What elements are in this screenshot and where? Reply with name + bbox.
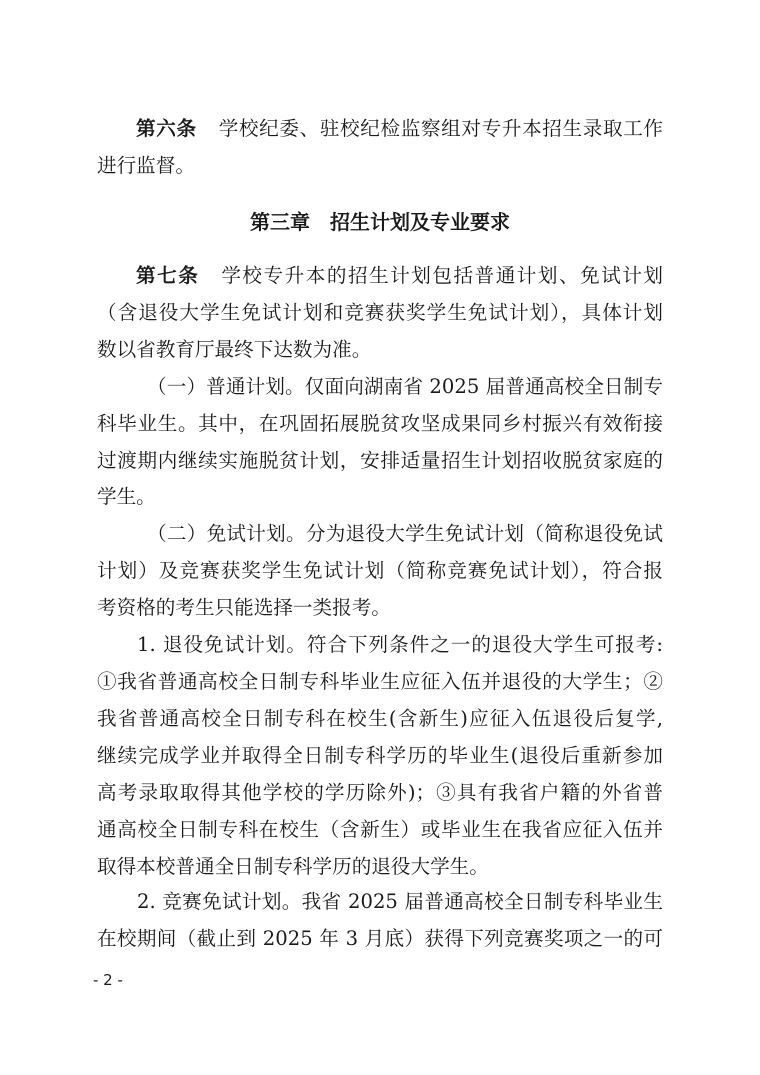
veteran-plan-line4: 继续完成学业并取得全日制专科学历的毕业生(退役后重新参加 xyxy=(97,744,663,767)
veteran-plan-line1: 1. 退役免试计划。符合下列条件之一的退役大学生可报考: xyxy=(137,633,663,656)
article7-text: 学校专升本的招生计划包括普通计划、免试计划 xyxy=(221,264,663,287)
veteran-plan-line5: 高考录取取得其他学校的学历除外)；③具有我省户籍的外省普 xyxy=(97,781,663,804)
general-plan-line1: （一）普通计划。仅面向湖南省 2025 届普通高校全日制专 xyxy=(147,375,663,398)
veteran-plan-line3: 我省普通高校全日制专科在校生(含新生)应征入伍退役后复学, xyxy=(97,707,663,730)
general-plan-line3: 过渡期内继续实施脱贫计划，安排适量招生计划招收脱贫家庭的 xyxy=(97,449,663,472)
article7-line1 xyxy=(136,259,663,293)
general-plan-line2: 科毕业生。其中，在巩固拓展脱贫攻坚成果同乡村振兴有效衔接 xyxy=(97,412,663,435)
article6-text: 学校纪委、驻校纪检监察组对专升本招生录取工作 xyxy=(218,117,663,140)
page-number: - 2 - xyxy=(93,971,123,989)
chapter-heading: 第三章 招生计划及专业要求 xyxy=(250,210,510,234)
article7-label: 第七条 xyxy=(136,264,200,287)
article6-line1 xyxy=(136,112,663,146)
article7-line3: 数以省教育厅最终下达数为准。 xyxy=(97,338,372,361)
article6-line2: 进行监督。 xyxy=(97,154,195,177)
veteran-plan-line7: 取得本校普通全日制专科学历的退役大学生。 xyxy=(97,855,489,878)
exempt-plan-line2: 计划）及竞赛获奖学生免试计划（简称竞赛免试计划），符合报 xyxy=(97,559,663,582)
exempt-plan-line1: （二）免试计划。分为退役大学生免试计划（简称退役免试 xyxy=(147,522,663,545)
article7-line2: （含退役大学生免试计划和竞赛获奖学生免试计划），具体计划 xyxy=(97,301,663,324)
article6-label: 第六条 xyxy=(136,117,197,140)
exempt-plan-line3: 考资格的考生只能选择一类报考。 xyxy=(97,596,391,619)
competition-plan-line1: 2. 竞赛免试计划。我省 2025 届普通高校全日制专科毕业生 xyxy=(137,890,663,913)
general-plan-line4: 学生。 xyxy=(97,485,156,508)
veteran-plan-line6: 通高校全日制专科在校生（含新生）或毕业生在我省应征入伍并 xyxy=(97,818,663,841)
veteran-plan-line2: ①我省普通高校全日制专科毕业生应征入伍并退役的大学生；② xyxy=(97,670,663,693)
competition-plan-line2: 在校期间（截止到 2025 年 3 月底）获得下列竞赛奖项之一的可 xyxy=(97,927,663,950)
